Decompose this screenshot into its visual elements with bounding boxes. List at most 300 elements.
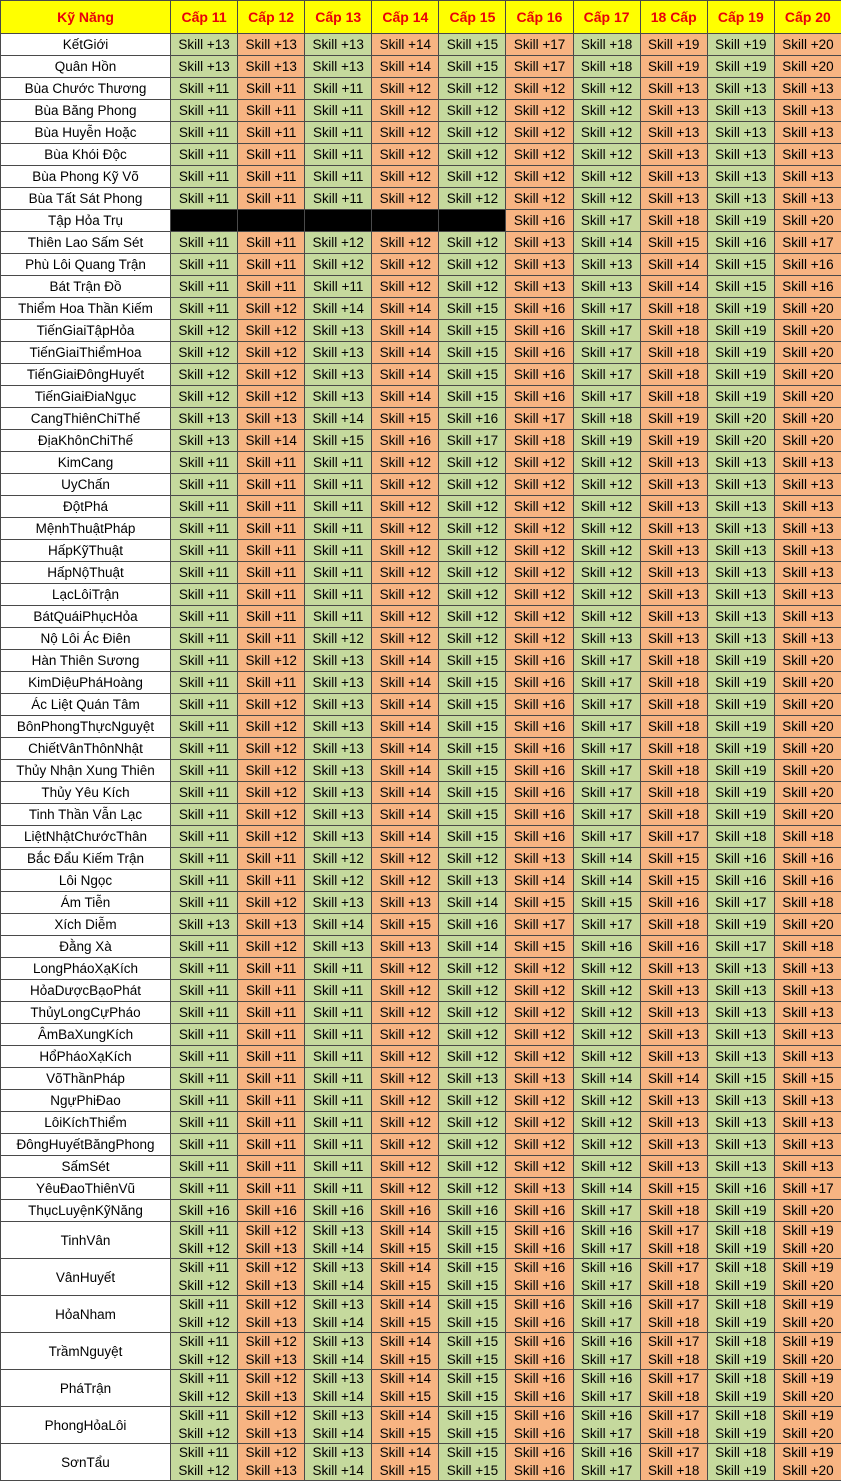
skill-value-line-1: Skill +15 [446, 1445, 499, 1460]
skill-value-line-1: Skill +19 [782, 1371, 834, 1386]
skill-name-cell: Bùa Tất Sát Phong [1, 188, 171, 210]
table-row [1, 1134, 841, 1156]
skill-value-cell: Skill +13 [774, 562, 841, 584]
skill-value-line-2: Skill +15 [446, 1426, 499, 1441]
skill-value-line-1: Skill +14 [379, 1371, 432, 1386]
skill-value-cell: Skill +18 [640, 342, 707, 364]
skill-value-line-2: Skill +14 [312, 1241, 364, 1256]
skill-value-cell: Skill +18 [573, 34, 640, 56]
skill-value-cell: Skill +13 [305, 826, 372, 848]
skill-value-cell: Skill +19 [707, 650, 774, 672]
skill-value-cell: Skill +14 [372, 320, 439, 342]
skill-value-cell: Skill +17 [439, 430, 506, 452]
skill-value-cell: Skill +13 [305, 892, 372, 914]
skill-value-line-2: Skill +15 [446, 1389, 499, 1404]
skill-value-line-2: Skill +12 [178, 1426, 230, 1441]
skill-value-cell: Skill +13 [171, 408, 238, 430]
skill-value-cell: Skill +11 [238, 496, 305, 518]
skill-value-cell: Skill +13 [707, 980, 774, 1002]
skill-value-cell: Skill +16 [707, 232, 774, 254]
skill-value-line-2: Skill +17 [580, 1463, 633, 1478]
skill-value-cell: Skill +19 [573, 430, 640, 452]
table-row [1, 1370, 841, 1407]
skill-value-cell: Skill +18 [640, 386, 707, 408]
skill-value-cell: Skill +15 [439, 386, 506, 408]
skill-value-line-1: Skill +14 [379, 1445, 432, 1460]
table-row [1, 276, 841, 298]
skill-value-cell: Skill +20 [774, 716, 841, 738]
skill-value-line-1: Skill +14 [379, 1408, 432, 1423]
skill-value-cell: Skill +13 [171, 914, 238, 936]
skill-value-cell: Skill +12 [238, 342, 305, 364]
skill-value-cell: Skill +16 [238, 1200, 305, 1222]
skill-value-cell [640, 1444, 707, 1481]
table-row [1, 870, 841, 892]
skill-value-line-2: Skill +12 [178, 1278, 230, 1293]
skill-value-cell: Skill +13 [506, 848, 573, 870]
skill-value-cell: Skill +13 [707, 474, 774, 496]
skill-value-line-1: Skill +18 [715, 1297, 767, 1312]
skill-value-cell: Skill +16 [506, 386, 573, 408]
skill-value-cell: Skill +11 [238, 78, 305, 100]
skill-value-line-2: Skill +16 [513, 1241, 566, 1256]
skill-value-line-2: Skill +15 [379, 1278, 432, 1293]
skill-value-cell: Skill +18 [640, 320, 707, 342]
skill-value-cell: Skill +11 [305, 1002, 372, 1024]
skill-value-line-1: Skill +17 [648, 1408, 700, 1423]
skill-value-cell: Skill +13 [707, 188, 774, 210]
skill-name-cell: Ám Tiễn [1, 892, 171, 914]
skill-value-cell: Skill +11 [171, 1112, 238, 1134]
skill-value-line-1: Skill +18 [715, 1371, 767, 1386]
table-row [1, 606, 841, 628]
skill-value-cell: Skill +11 [171, 188, 238, 210]
skill-name-cell: ChiếtVânThônNhật [1, 738, 171, 760]
skill-value-cell: Skill +11 [305, 1112, 372, 1134]
skill-value-cell: Skill +17 [707, 936, 774, 958]
skill-value-cell [774, 1222, 841, 1259]
skill-value-cell: Skill +17 [573, 804, 640, 826]
skill-value-cell: Skill +11 [305, 1068, 372, 1090]
skill-name-cell: SơnTẩu [1, 1444, 171, 1481]
skill-value-cell: Skill +13 [506, 232, 573, 254]
skill-value-line-1: Skill +19 [782, 1223, 834, 1238]
skill-value-line-2: Skill +19 [715, 1241, 767, 1256]
table-row [1, 1178, 841, 1200]
skill-value-cell: Skill +15 [439, 320, 506, 342]
skill-value-cell: Skill +12 [506, 1134, 573, 1156]
skill-value-cell [707, 1222, 774, 1259]
skill-value-cell: Skill +19 [707, 364, 774, 386]
skill-name-cell: HỏaNham [1, 1296, 171, 1333]
skill-value-cell: Skill +19 [640, 430, 707, 452]
skill-value-cell: Skill +18 [640, 650, 707, 672]
skill-value-cell: Skill +16 [640, 892, 707, 914]
skill-value-line-1: Skill +15 [446, 1408, 499, 1423]
skill-value-cell: Skill +19 [707, 210, 774, 232]
skill-value-cell: Skill +16 [506, 760, 573, 782]
skill-value-cell: Skill +14 [372, 760, 439, 782]
skill-value-line-1: Skill +17 [648, 1297, 700, 1312]
skill-value-cell [238, 1444, 305, 1481]
skill-value-cell: Skill +11 [171, 936, 238, 958]
table-row [1, 672, 841, 694]
skill-value-cell: Skill +13 [573, 276, 640, 298]
skill-value-cell: Skill +13 [305, 342, 372, 364]
skill-value-line-1: Skill +19 [782, 1297, 834, 1312]
skill-name-cell: CangThiênChiThế [1, 408, 171, 430]
skill-value-cell: Skill +13 [305, 650, 372, 672]
skill-value-cell: Skill +19 [707, 298, 774, 320]
skill-name-cell: Thiên Lao Sấm Sét [1, 232, 171, 254]
skill-value-cell: Skill +13 [238, 914, 305, 936]
skill-value-line-1: Skill +18 [715, 1334, 767, 1349]
skill-value-cell: Skill +11 [238, 144, 305, 166]
skill-value-cell: Skill +17 [506, 34, 573, 56]
skill-value-cell: Skill +14 [573, 1178, 640, 1200]
skill-value-cell: Skill +11 [171, 650, 238, 672]
table-row [1, 232, 841, 254]
skill-value-cell: Skill +13 [707, 1112, 774, 1134]
skill-value-cell [305, 1259, 372, 1296]
header-level-20: Cấp 20 [774, 1, 841, 34]
skill-value-cell: Skill +16 [774, 870, 841, 892]
skill-value-line-2: Skill +15 [446, 1352, 499, 1367]
skill-value-cell: Skill +11 [171, 672, 238, 694]
skill-value-cell: Skill +12 [238, 650, 305, 672]
skill-value-cell: Skill +13 [774, 1046, 841, 1068]
skill-value-cell: Skill +12 [439, 1156, 506, 1178]
skill-value-line-2: Skill +15 [446, 1278, 499, 1293]
skill-value-line-1: Skill +18 [715, 1260, 767, 1275]
skill-value-cell: Skill +13 [707, 1156, 774, 1178]
skill-name-cell: BônPhongThựcNguyệt [1, 716, 171, 738]
skill-value-cell: Skill +12 [506, 452, 573, 474]
skill-value-line-2: Skill +12 [178, 1352, 230, 1367]
empty-cell [305, 210, 372, 232]
table-row [1, 1444, 841, 1481]
table-row [1, 298, 841, 320]
skill-value-cell [439, 1333, 506, 1370]
skill-value-cell: Skill +12 [439, 562, 506, 584]
skill-value-line-2: Skill +18 [648, 1389, 700, 1404]
skill-value-line-1: Skill +13 [312, 1371, 364, 1386]
skill-value-cell [372, 1407, 439, 1444]
skill-value-cell [774, 1333, 841, 1370]
skill-value-cell: Skill +11 [305, 100, 372, 122]
table-row [1, 1200, 841, 1222]
skill-value-cell [640, 1370, 707, 1407]
skill-value-cell: Skill +16 [372, 430, 439, 452]
skill-value-cell: Skill +12 [372, 166, 439, 188]
skill-value-line-2: Skill +16 [513, 1278, 566, 1293]
skill-value-cell: Skill +11 [238, 1112, 305, 1134]
skill-value-line-2: Skill +13 [245, 1463, 297, 1478]
skill-value-cell: Skill +13 [707, 144, 774, 166]
skill-value-line-1: Skill +17 [648, 1334, 700, 1349]
header-level-13: Cấp 13 [305, 1, 372, 34]
skill-value-line-2: Skill +19 [715, 1315, 767, 1330]
skill-value-line-1: Skill +12 [245, 1297, 297, 1312]
skill-value-cell [506, 1444, 573, 1481]
skill-value-cell: Skill +11 [305, 1046, 372, 1068]
skill-value-line-1: Skill +12 [245, 1408, 297, 1423]
skill-value-cell: Skill +12 [573, 78, 640, 100]
skill-value-cell [305, 1222, 372, 1259]
skill-value-cell: Skill +12 [372, 452, 439, 474]
skill-value-cell: Skill +12 [506, 540, 573, 562]
skill-value-cell: Skill +17 [573, 650, 640, 672]
skill-value-cell: Skill +11 [171, 540, 238, 562]
skill-value-line-1: Skill +16 [513, 1297, 566, 1312]
skill-value-cell: Skill +13 [774, 1156, 841, 1178]
skill-value-line-2: Skill +17 [580, 1352, 633, 1367]
skill-value-cell: Skill +11 [238, 628, 305, 650]
skill-value-cell: Skill +12 [439, 628, 506, 650]
skill-value-cell: Skill +14 [372, 34, 439, 56]
skill-value-cell: Skill +11 [171, 804, 238, 826]
skill-value-cell: Skill +15 [439, 56, 506, 78]
header-level-16: Cấp 16 [506, 1, 573, 34]
header-level-14: Cấp 14 [372, 1, 439, 34]
skill-value-cell: Skill +11 [171, 826, 238, 848]
skill-value-cell: Skill +15 [372, 408, 439, 430]
skill-value-cell: Skill +16 [506, 782, 573, 804]
skill-value-cell: Skill +11 [171, 1134, 238, 1156]
skill-value-cell: Skill +12 [372, 144, 439, 166]
skill-value-cell: Skill +12 [439, 848, 506, 870]
skill-value-cell: Skill +12 [573, 496, 640, 518]
skill-value-line-1: Skill +16 [580, 1408, 633, 1423]
skill-value-cell [707, 1259, 774, 1296]
skill-value-cell: Skill +11 [171, 298, 238, 320]
skill-value-cell: Skill +12 [506, 474, 573, 496]
skill-value-cell: Skill +12 [506, 1002, 573, 1024]
header-level-12: Cấp 12 [238, 1, 305, 34]
skill-value-cell: Skill +20 [774, 210, 841, 232]
skill-value-cell: Skill +12 [439, 452, 506, 474]
skill-value-cell: Skill +12 [506, 188, 573, 210]
skill-value-cell: Skill +12 [573, 518, 640, 540]
skill-value-cell: Skill +11 [171, 958, 238, 980]
skill-value-cell [573, 1407, 640, 1444]
skill-value-cell: Skill +19 [707, 386, 774, 408]
skill-value-line-1: Skill +15 [446, 1260, 499, 1275]
table-row [1, 958, 841, 980]
table-row [1, 474, 841, 496]
skill-value-cell: Skill +14 [573, 1068, 640, 1090]
skill-name-cell: Bắc Đẩu Kiếm Trận [1, 848, 171, 870]
skill-value-cell: Skill +20 [774, 914, 841, 936]
skill-name-cell: Quân Hồn [1, 56, 171, 78]
skill-value-cell: Skill +12 [372, 870, 439, 892]
table-row [1, 386, 841, 408]
skill-value-cell: Skill +12 [439, 1024, 506, 1046]
skill-value-cell: Skill +15 [640, 848, 707, 870]
skill-value-line-2: Skill +15 [379, 1426, 432, 1441]
skill-name-cell: VõThầnPháp [1, 1068, 171, 1090]
skill-value-cell: Skill +12 [171, 364, 238, 386]
skill-value-cell: Skill +11 [171, 452, 238, 474]
skill-value-cell [774, 1296, 841, 1333]
skill-value-cell: Skill +13 [506, 254, 573, 276]
table-row [1, 1068, 841, 1090]
skill-value-cell: Skill +18 [640, 364, 707, 386]
skill-value-line-2: Skill +18 [648, 1352, 700, 1367]
skill-value-cell: Skill +14 [372, 364, 439, 386]
skill-value-cell: Skill +13 [305, 320, 372, 342]
skill-value-cell: Skill +12 [372, 584, 439, 606]
skill-value-cell: Skill +13 [774, 1002, 841, 1024]
skill-value-line-2: Skill +17 [580, 1241, 633, 1256]
skill-value-cell: Skill +12 [238, 716, 305, 738]
skill-value-line-1: Skill +12 [245, 1260, 297, 1275]
skill-value-cell: Skill +12 [573, 452, 640, 474]
skill-value-line-2: Skill +17 [580, 1426, 633, 1441]
skill-value-cell: Skill +17 [573, 694, 640, 716]
skill-value-cell: Skill +13 [774, 1112, 841, 1134]
skill-value-cell: Skill +11 [171, 606, 238, 628]
skill-value-cell: Skill +13 [305, 782, 372, 804]
table-row [1, 1046, 841, 1068]
skill-value-cell: Skill +14 [372, 650, 439, 672]
skill-value-cell: Skill +19 [707, 34, 774, 56]
skill-value-cell: Skill +13 [171, 56, 238, 78]
skill-value-cell: Skill +19 [707, 804, 774, 826]
skill-value-cell: Skill +18 [774, 936, 841, 958]
skill-value-line-2: Skill +17 [580, 1389, 633, 1404]
skill-value-cell: Skill +18 [640, 782, 707, 804]
skill-value-cell: Skill +11 [171, 122, 238, 144]
skill-value-cell: Skill +12 [506, 518, 573, 540]
table-row [1, 210, 841, 232]
skill-name-cell: Xích Diễm [1, 914, 171, 936]
skill-value-cell: Skill +20 [774, 1200, 841, 1222]
skill-value-line-1: Skill +15 [446, 1297, 499, 1312]
skill-value-cell [707, 1407, 774, 1444]
skill-value-line-1: Skill +16 [513, 1334, 566, 1349]
skill-value-cell [774, 1259, 841, 1296]
skill-value-cell [238, 1259, 305, 1296]
skill-value-cell [305, 1444, 372, 1481]
skill-value-cell: Skill +19 [707, 914, 774, 936]
skill-value-cell: Skill +12 [372, 606, 439, 628]
skill-value-cell: Skill +18 [640, 210, 707, 232]
skill-value-cell [238, 1407, 305, 1444]
table-row [1, 1259, 841, 1296]
skill-value-cell: Skill +11 [171, 1046, 238, 1068]
skill-value-cell: Skill +19 [640, 408, 707, 430]
skill-value-cell: Skill +11 [171, 496, 238, 518]
skill-name-cell: HổPháoXạKích [1, 1046, 171, 1068]
skill-value-cell: Skill +12 [439, 254, 506, 276]
skill-value-cell [372, 1333, 439, 1370]
table-row [1, 980, 841, 1002]
skill-value-cell: Skill +11 [171, 518, 238, 540]
skill-value-cell: Skill +12 [506, 496, 573, 518]
skill-value-cell: Skill +11 [238, 166, 305, 188]
skill-value-cell [305, 1407, 372, 1444]
skill-value-cell: Skill +20 [774, 672, 841, 694]
skill-value-cell: Skill +16 [506, 826, 573, 848]
skill-value-cell: Skill +15 [707, 254, 774, 276]
table-row [1, 452, 841, 474]
skill-value-cell: Skill +13 [305, 672, 372, 694]
skill-value-cell: Skill +11 [305, 1134, 372, 1156]
skill-value-line-2: Skill +12 [178, 1241, 230, 1256]
skill-value-cell: Skill +11 [305, 496, 372, 518]
skill-value-cell [640, 1407, 707, 1444]
skill-value-line-1: Skill +19 [782, 1334, 834, 1349]
skill-value-cell: Skill +15 [439, 650, 506, 672]
skill-value-cell: Skill +12 [573, 1002, 640, 1024]
skill-value-line-2: Skill +13 [245, 1426, 297, 1441]
skill-value-cell: Skill +16 [506, 650, 573, 672]
table-row [1, 1333, 841, 1370]
skill-value-cell [506, 1296, 573, 1333]
skill-value-cell: Skill +13 [305, 694, 372, 716]
skill-value-cell: Skill +12 [372, 1134, 439, 1156]
skill-value-cell: Skill +14 [305, 298, 372, 320]
skill-value-line-1: Skill +16 [580, 1334, 633, 1349]
skill-value-cell: Skill +18 [774, 892, 841, 914]
skill-value-cell: Skill +13 [573, 628, 640, 650]
skill-value-cell: Skill +15 [439, 760, 506, 782]
skill-value-cell: Skill +13 [774, 122, 841, 144]
table-row [1, 562, 841, 584]
skill-name-cell: Bùa Chước Thương [1, 78, 171, 100]
skill-value-cell: Skill +16 [305, 1200, 372, 1222]
skill-value-cell [506, 1333, 573, 1370]
skill-value-line-1: Skill +18 [715, 1445, 767, 1460]
skill-value-cell: Skill +13 [305, 804, 372, 826]
skill-name-cell: Bùa Băng Phong [1, 100, 171, 122]
skill-value-cell [573, 1370, 640, 1407]
skill-value-line-2: Skill +19 [715, 1389, 767, 1404]
skill-value-cell: Skill +20 [774, 386, 841, 408]
skill-value-cell: Skill +12 [238, 760, 305, 782]
skill-value-cell: Skill +14 [573, 870, 640, 892]
skill-value-cell: Skill +13 [238, 34, 305, 56]
skill-value-cell: Skill +18 [573, 56, 640, 78]
skill-value-cell: Skill +12 [573, 540, 640, 562]
skill-value-line-1: Skill +14 [379, 1260, 432, 1275]
skill-value-cell: Skill +12 [573, 1112, 640, 1134]
skill-value-cell: Skill +12 [506, 144, 573, 166]
skill-value-line-2: Skill +14 [312, 1389, 364, 1404]
skill-value-cell: Skill +16 [506, 210, 573, 232]
skill-value-cell: Skill +12 [439, 232, 506, 254]
table-row [1, 914, 841, 936]
table-row [1, 1090, 841, 1112]
skill-value-cell: Skill +13 [305, 34, 372, 56]
table-row [1, 1407, 841, 1444]
skill-value-cell: Skill +20 [774, 320, 841, 342]
skill-value-cell: Skill +15 [439, 298, 506, 320]
skill-value-cell: Skill +15 [707, 276, 774, 298]
skill-value-cell: Skill +18 [573, 408, 640, 430]
skill-value-cell: Skill +13 [707, 78, 774, 100]
skill-name-cell: Đằng Xà [1, 936, 171, 958]
skill-value-cell: Skill +11 [305, 1090, 372, 1112]
skill-value-cell: Skill +14 [372, 804, 439, 826]
table-row [1, 1002, 841, 1024]
skill-value-cell [439, 1222, 506, 1259]
skill-value-cell: Skill +20 [774, 650, 841, 672]
skill-value-cell: Skill +14 [372, 342, 439, 364]
skill-value-line-1: Skill +19 [782, 1260, 834, 1275]
skill-value-cell: Skill +11 [171, 694, 238, 716]
